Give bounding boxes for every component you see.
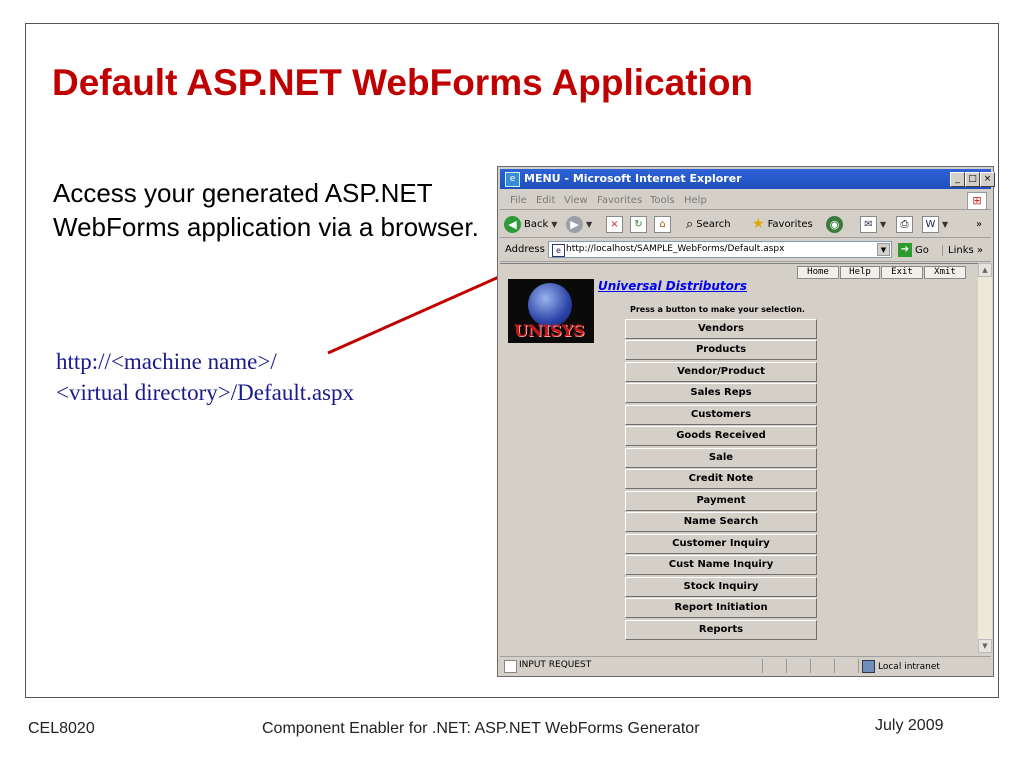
links-label: Links <box>948 245 974 256</box>
chevron-down-icon: ▼ <box>551 219 558 229</box>
products-button[interactable]: Products <box>625 340 817 360</box>
reports-button[interactable]: Reports <box>625 620 817 640</box>
xmit-nav-button[interactable]: Xmit <box>924 266 966 279</box>
status-divider <box>786 659 787 673</box>
scroll-down-icon[interactable]: ▼ <box>978 639 992 653</box>
payment-button[interactable]: Payment <box>625 491 817 511</box>
goods-received-button[interactable]: Goods Received <box>625 426 817 446</box>
url-line-2: <virtual directory>/Default.aspx <box>56 380 355 405</box>
name-search-button[interactable]: Name Search <box>625 512 817 532</box>
mail-icon: ✉ <box>860 216 877 233</box>
toolbar <box>500 211 991 238</box>
address-label: Address <box>505 244 545 255</box>
security-zone <box>862 660 940 673</box>
chevron-down-icon: ▼ <box>942 219 949 229</box>
stock-inquiry-button[interactable]: Stock Inquiry <box>625 577 817 597</box>
refresh-button[interactable] <box>630 214 647 234</box>
mail-button[interactable] <box>860 214 886 234</box>
ie-icon: e <box>505 172 520 187</box>
chevron-down-icon: ▼ <box>880 219 887 229</box>
logo-text: UNISYS <box>514 321 585 340</box>
customers-button[interactable]: Customers <box>625 405 817 425</box>
forward-button[interactable] <box>566 214 592 234</box>
footer-course-code: CEL8020 <box>28 720 95 737</box>
status-page-icon <box>504 660 517 673</box>
windows-logo-icon: ⊞ <box>967 192 987 210</box>
status-divider <box>858 659 859 673</box>
home-nav-button[interactable]: Home <box>797 266 839 279</box>
instruction-text: Press a button to make your selection. <box>630 305 805 314</box>
go-label: Go <box>915 244 929 256</box>
menu-tools[interactable]: Tools <box>650 195 675 206</box>
status-divider <box>810 659 811 673</box>
menu-bar <box>500 191 991 210</box>
menu-file[interactable]: File <box>510 195 527 206</box>
cust-name-inquiry-button[interactable]: Cust Name Inquiry <box>625 555 817 575</box>
browser-title: MENU - Microsoft Internet Explorer <box>524 172 742 185</box>
back-label: Back <box>524 218 549 230</box>
customer-inquiry-button[interactable]: Customer Inquiry <box>625 534 817 554</box>
report-initiation-button[interactable]: Report Initiation <box>625 598 817 618</box>
chevron-down-icon: ▼ <box>586 219 593 229</box>
back-arrow-icon: ◀ <box>504 216 521 233</box>
home-button[interactable] <box>654 214 671 234</box>
status-divider <box>834 659 835 673</box>
status-bar <box>500 656 991 675</box>
help-nav-button[interactable]: Help <box>840 266 880 279</box>
page-icon: e <box>552 244 565 257</box>
back-button[interactable] <box>504 214 557 234</box>
close-button[interactable]: × <box>980 172 995 187</box>
refresh-icon: ↻ <box>630 216 647 233</box>
address-dropdown[interactable]: ▼ <box>877 243 890 256</box>
browser-window <box>497 166 994 677</box>
vertical-scrollbar[interactable] <box>978 263 992 653</box>
search-button[interactable] <box>686 214 731 234</box>
media-button[interactable] <box>826 214 843 234</box>
go-button[interactable] <box>898 243 929 257</box>
edit-button[interactable] <box>922 214 948 234</box>
star-icon: ★ <box>752 216 765 232</box>
scroll-up-icon[interactable]: ▲ <box>978 263 992 277</box>
credit-note-button[interactable]: Credit Note <box>625 469 817 489</box>
address-bar <box>500 239 991 262</box>
links-button[interactable]: Links » <box>942 245 983 256</box>
favorites-button[interactable] <box>752 214 813 234</box>
unisys-logo <box>508 279 594 343</box>
footer-title: Component Enabler for .NET: ASP.NET WebForms Generator <box>262 720 700 737</box>
zone-text: Local intranet <box>878 661 940 672</box>
page-content <box>500 263 978 654</box>
vendors-button[interactable]: Vendors <box>625 319 817 339</box>
stop-icon: × <box>606 216 623 233</box>
footer-date: July 2009 <box>875 717 944 734</box>
print-icon: ⎙ <box>896 216 913 233</box>
forward-arrow-icon: ▶ <box>566 216 583 233</box>
browser-title-bar <box>500 169 991 189</box>
search-label: Search <box>696 218 731 230</box>
home-icon: ⌂ <box>654 216 671 233</box>
search-icon: ⌕ <box>686 216 694 232</box>
exit-nav-button[interactable]: Exit <box>881 266 923 279</box>
print-button[interactable] <box>896 214 913 234</box>
status-divider <box>762 659 763 673</box>
toolbar-overflow[interactable]: » <box>976 218 983 230</box>
stop-button[interactable] <box>606 214 623 234</box>
go-arrow-icon: ➔ <box>898 243 912 257</box>
menu-view[interactable]: View <box>564 195 588 206</box>
maximize-button[interactable]: □ <box>965 172 980 187</box>
menu-favorites[interactable]: Favorites <box>597 195 643 206</box>
minimize-button[interactable]: _ <box>950 172 965 187</box>
company-link[interactable]: Universal Distributors <box>598 279 747 293</box>
status-text: INPUT REQUEST <box>519 660 592 670</box>
sales-reps-button[interactable]: Sales Reps <box>625 383 817 403</box>
favorites-label: Favorites <box>767 218 813 230</box>
address-field[interactable] <box>548 241 892 258</box>
slide-title: Default ASP.NET WebForms Application <box>52 62 754 103</box>
intranet-icon <box>862 660 875 673</box>
vendor-product-button[interactable]: Vendor/Product <box>625 362 817 382</box>
media-icon: ◉ <box>826 216 843 233</box>
url-line-1: http://<machine name>/ <box>56 349 277 374</box>
menu-help[interactable]: Help <box>684 195 707 206</box>
address-input[interactable] <box>566 243 866 255</box>
word-icon: W <box>922 216 939 233</box>
slide-body-text: Access your generated ASP.NET WebForms application via a browser. <box>53 178 479 242</box>
sale-button[interactable]: Sale <box>625 448 817 468</box>
menu-edit[interactable]: Edit <box>536 195 556 206</box>
